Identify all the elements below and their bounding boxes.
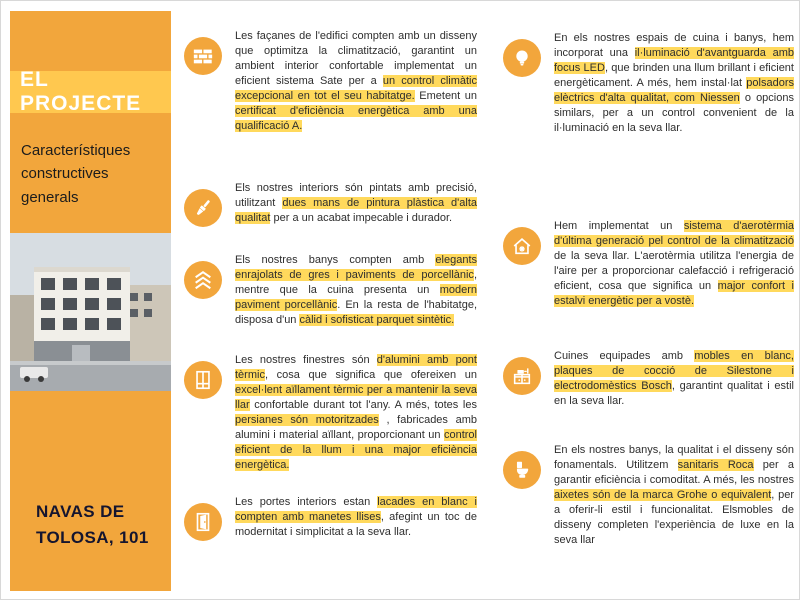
- highlighted-text: excel·lent aïllament tèrmic per a mantenir la seva llar: [235, 383, 477, 411]
- text-segment: Les façanes de l'edifici compten amb un disseny que optimitza la climatització, garantint un ambient interior confortable implementat un eficient sistema Sate per a: [235, 30, 477, 87]
- page-title-text: EL PROJECTE: [20, 68, 142, 115]
- text-segment: En els nostres espais de cuina i banys, hem incorporat una: [554, 32, 794, 59]
- feature-text: [235, 495, 477, 540]
- feature-text: [554, 31, 794, 136]
- door-icon: [184, 503, 222, 541]
- brick-wall-icon: [184, 37, 222, 75]
- feature-item-facade: [184, 29, 477, 134]
- feature-item-windows: [184, 353, 477, 473]
- feature-item-lighting: [503, 31, 794, 136]
- highlighted-text: aixetes són de la marca Grohe o equivalent: [554, 488, 772, 501]
- text-segment: Els nostres banys compten amb: [235, 254, 436, 266]
- subtitle-line: Característiques: [21, 142, 131, 159]
- features-column-right: [503, 1, 794, 600]
- text-segment: confortable durant tot l'any. A més, totes les: [249, 398, 477, 411]
- text-segment: , afegint un toc de modernitat i simplicitat a la seva llar.: [235, 510, 477, 538]
- highlighted-text: persianes són motoritzades: [235, 413, 379, 426]
- highlighted-text: control eficient de la llum i una major eficiència energètica.: [235, 428, 477, 471]
- text-segment: , mentre que la cuina presenta un: [235, 268, 477, 296]
- herringbone-tile-icon: [184, 261, 222, 299]
- highlighted-text: elegants enrajolats de gres i paviments de porcellànic: [235, 254, 477, 281]
- text-segment: o opcions similars, per a un control convenient de la il·luminació en la seva llar.: [554, 91, 794, 134]
- feature-item-bathroom: [503, 443, 794, 548]
- text-segment: . En la resta de l'habitatge, disposa d'un: [235, 298, 477, 326]
- highlighted-text: polsadors elèctrics d'alta qualitat, com Niessen: [554, 76, 794, 104]
- feature-item-aerothermal: [503, 219, 794, 309]
- highlighted-text: sistema d'aerotèrmia d'última generació pel control de la climatització: [554, 220, 795, 247]
- feature-text: [235, 353, 477, 473]
- text-segment: Cuines equipades amb: [554, 350, 695, 362]
- address-line: TOLOSA, 101: [36, 527, 149, 547]
- text-segment: Emetent un: [414, 89, 477, 102]
- feature-item-kitchen: [503, 349, 794, 409]
- text-segment: , cosa que significa que ofereixen un: [264, 368, 477, 381]
- highlighted-text: d'alumini amb pont tèrmic: [235, 354, 477, 381]
- subtitle-line: constructives: [21, 165, 109, 183]
- highlighted-text: major confort i estalvi energètic per a vostè.: [554, 279, 794, 307]
- feature-item-doors: [184, 495, 477, 541]
- text-segment: , per a oferir-li estil i funcionalitat. Elsmobles de disseny completen l'experiència de luxe en la seva llar: [554, 488, 795, 546]
- text-segment: de la seva llar. L'aerotèrmia utilitza l'energia de l'aire per a proporcionar calefacció i refrigeració eficient, cosa que significa un: [554, 249, 794, 292]
- highlighted-text: dues mans de pintura plàstica d'alta qualitat: [235, 196, 477, 224]
- highlighted-text: sanitaris Roca: [677, 458, 754, 471]
- apartment-building-photo: [10, 233, 171, 391]
- highlighted-text: il·luminació d'avantguarda amb focus LED: [554, 46, 794, 74]
- highlighted-text: un control climàtic excepcional en tot el seu habitatge.: [235, 74, 477, 102]
- toilet-icon: [503, 451, 541, 489]
- feature-text: [554, 349, 794, 409]
- highlighted-text: lacades en blanc i compten amb manetes llises: [235, 496, 477, 523]
- feature-text: [554, 443, 794, 548]
- subtitle-line: generals: [21, 188, 79, 206]
- aerothermal-house-icon: [503, 227, 541, 265]
- feature-text: [235, 29, 477, 134]
- text-segment: Hem implementat un: [554, 220, 684, 232]
- features-column-left: [184, 1, 477, 600]
- sidebar: [10, 11, 171, 591]
- address-line: NAVAS DE: [36, 502, 125, 521]
- text-segment: per a garantir eficiència i comoditat. A més, les nostres: [554, 458, 794, 486]
- text-segment: per a un acabat impecable i durador.: [270, 211, 453, 224]
- window-icon: [184, 361, 222, 399]
- text-segment: Els nostres interiors són pintats amb precisió, utilitzant: [235, 182, 477, 209]
- highlighted-text: mobles en blanc, plaques de cocció de Silestone i electrodomèstics Bosch: [554, 350, 794, 392]
- page-subtitle: [21, 139, 130, 209]
- feature-text: [554, 219, 794, 309]
- highlighted-text: certificat d'eficiència energètica amb una qualificació A.: [235, 104, 477, 132]
- feature-text: [235, 253, 477, 328]
- text-segment: , garantint qualitat i estil en la seva llar.: [554, 379, 794, 407]
- text-segment: Les portes interiors estan: [235, 496, 378, 508]
- text-segment: En els nostres banys, la qualitat i el disseny són fonamentals. Utilitzem: [554, 444, 794, 471]
- feature-item-paint: [184, 181, 477, 227]
- property-address: [36, 499, 149, 550]
- feature-item-flooring: [184, 253, 477, 328]
- feature-text: [235, 181, 477, 226]
- text-segment: , que brinden una llum brillant i eficient energèticament. A més, hem instal·lat: [554, 61, 794, 89]
- text-segment: , fabricades amb alumini i material aïllant, proporcionant un: [235, 413, 478, 441]
- paint-brush-icon: [184, 189, 222, 227]
- light-bulb-icon: [503, 39, 541, 77]
- kitchen-icon: [503, 357, 541, 395]
- text-segment: Les nostres finestres són: [235, 354, 377, 366]
- page-title: [10, 68, 171, 115]
- highlighted-text: modern paviment porcellànic: [235, 283, 477, 311]
- highlighted-text: càlid i sofisticat parquet sintètic.: [299, 313, 455, 326]
